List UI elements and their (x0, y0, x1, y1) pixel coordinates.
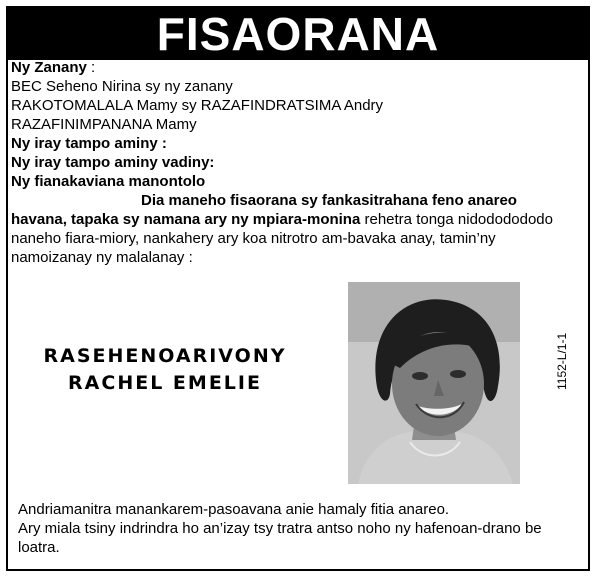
deceased-name-line-2: RACHEL EMELIE (68, 372, 262, 394)
thanks-paragraph-bold: Dia maneho fisaorana sy fankasitrahana feno anareo havana, tapaka sy namana ary ny mpiara-monina (11, 192, 517, 228)
zanany-line (11, 58, 576, 77)
zanany-colon: : (86, 59, 96, 76)
reference-code: 1152-L/1-1 (555, 332, 569, 390)
fianakaviana-line: Ny fianakaviana manontolo (11, 173, 206, 190)
child-line-1: BEC Seheno Nirina sy ny zanany (11, 78, 233, 95)
child-line-2: RAKOTOMALALA Mamy sy RAZAFINDRATSIMA Andry (11, 97, 384, 114)
closing-line-2: Ary miala tsiny indrindra ho an’izay tsy tratra antso noho ny hafenoan-drano be loatra. (18, 520, 542, 556)
notice-title: FISAORANA (8, 8, 588, 60)
tampo-vadiny-line: Ny iray tampo aminy vadiny: (11, 154, 215, 171)
portrait-icon (348, 282, 520, 484)
deceased-name (20, 343, 310, 397)
closing-text (18, 500, 573, 557)
portrait-photo (348, 282, 520, 484)
notice-body (11, 58, 576, 267)
closing-line-1: Andriamanitra manankarem-pasoavana anie hamaly fitia anareo. (18, 501, 450, 518)
child-line-3: RAZAFINIMPANANA Mamy (11, 116, 197, 133)
thanks-paragraph-normal: rehetra tonga nidododododo naneho fiara-miory, nankahery ary koa nitrotro am-bavaka anay, tamin’ny namoizanay ny malalanay : (11, 211, 553, 266)
tampo-aminy-line: Ny iray tampo aminy : (11, 135, 167, 152)
thanks-paragraph (11, 191, 576, 267)
deceased-name-line-1: RASEHENOARIVONY (43, 345, 287, 367)
zanany-label: Ny Zanany (11, 59, 87, 76)
